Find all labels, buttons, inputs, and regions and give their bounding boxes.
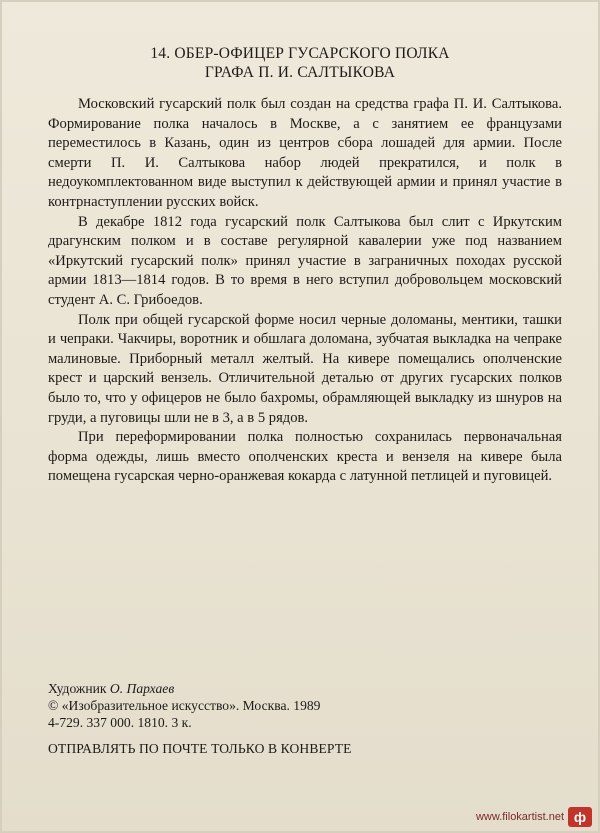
paragraph-1: Московский гусарский полк был создан на средства графа П. И. Салтыкова. Формирование полка началось в Москве, а с занятием ее французами переместилось в Казань, один из центров сбора лошадей для армии. После смерти П. И. Салтыкова набор людей прекратился, и полк в недоукомплектованном виде выступил к действующей армии и принял участие в контрнаступлении русских войск. (48, 96, 562, 210)
paragraph-4: При переформировании полка полностью сохранилась первоначальная форма одежды, лишь вместо ополченских креста и вензеля на кивере была помещена гусарская черно-оранжевая кокарда с латунной петлицей и пуговицей. (48, 429, 562, 485)
page-title (60, 44, 540, 82)
paragraph-3: Полк при общей гусарской форме носил черные доломаны, ментики, ташки и чепраки. Чакчиры, воротник и обшлага доломана, зубчатая выкладка на чепраке малиновые. Приборный металл желтый. На кивере помещались ополченские крест и царский вензель. Отличительной деталью от других гусарских полков было то, что у офицеров не было бахромы, обрамляющей выкладку из шнуров на груди, а пуговицы шли не в 3, а в 5 рядов. (48, 311, 562, 426)
watermark-logo-icon: ф (568, 807, 592, 827)
title-line-2: ГРАФА П. И. САЛТЫКОВА (204, 64, 396, 81)
artist-line (48, 680, 320, 697)
artist-name: О. Пархаев (109, 681, 175, 696)
title-line-1: 14. ОБЕР-ОФИЦЕР ГУСАРСКОГО ПОЛКА (150, 45, 450, 62)
publisher-line: © «Изобразительное искусство». Москва. 1989 (48, 698, 321, 714)
mailing-notice: ОТПРАВЛЯТЬ ПО ПОЧТЕ ТОЛЬКО В КОНВЕРТЕ (48, 741, 352, 756)
paragraph-2: В декабре 1812 года гусарский полк Салтыкова был слит с Иркутским драгунским полком и в составе регулярной кавалерии уже под названием «Иркутский гусарский полк» принял участие в заграничных походах русской армии 1813—1814 годов. В то время в него вступил добровольцем московский студент А. С. Грибоедов. (48, 213, 562, 308)
artist-label: Художник (48, 681, 107, 696)
description-text (48, 95, 562, 487)
credits-block (48, 680, 320, 732)
watermark-site: www.filokartist.net (475, 811, 564, 823)
print-info-line: 4-729. 337 000. 1810. 3 к. (48, 715, 192, 731)
